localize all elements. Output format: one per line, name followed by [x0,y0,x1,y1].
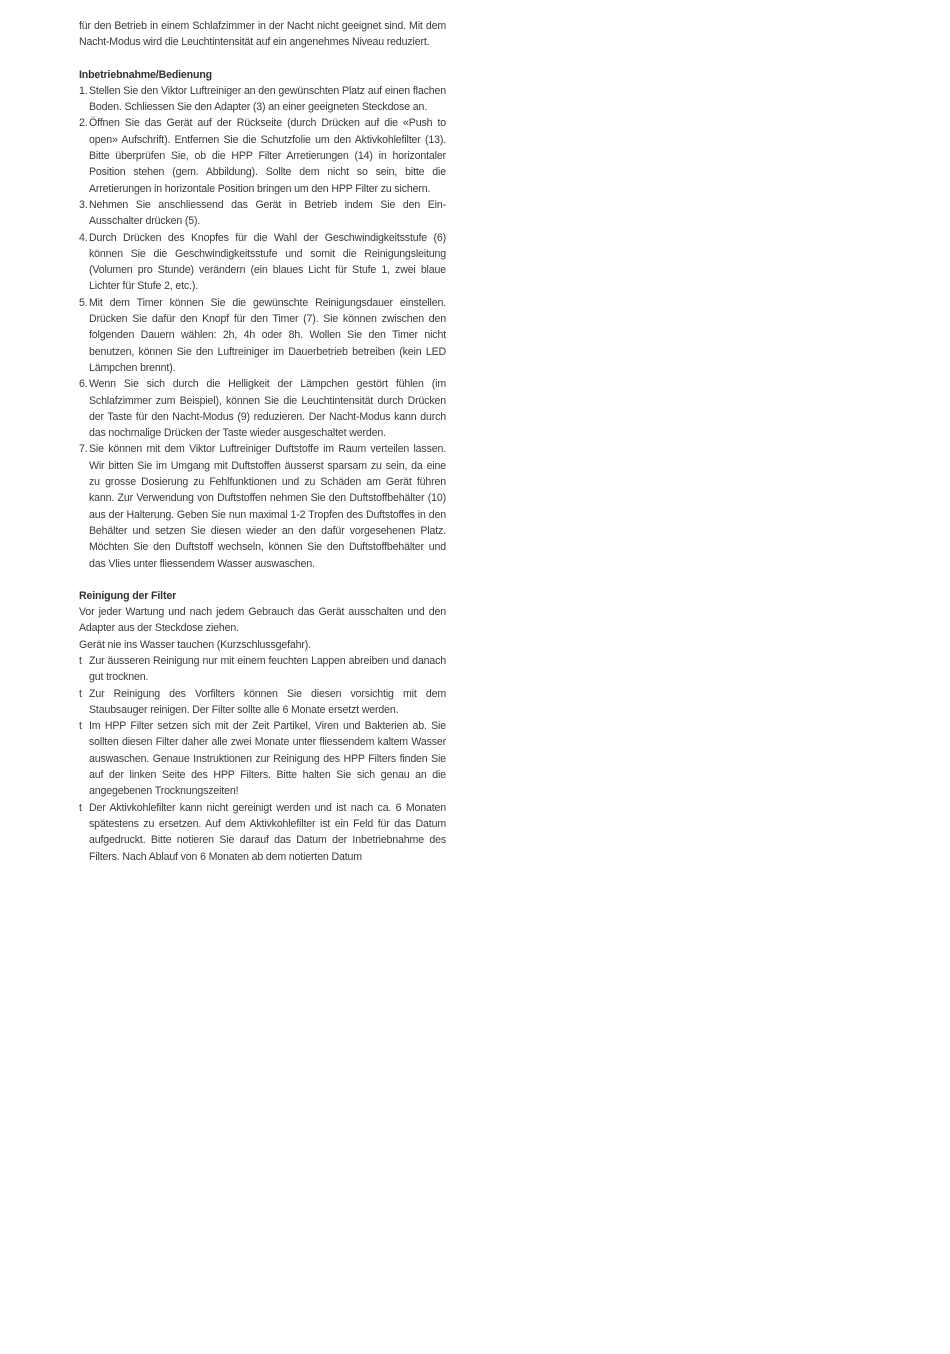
section-heading-operation: Inbetriebnahme/Bedienung [79,68,212,81]
list-item-text: Stellen Sie den Viktor Luftreiniger an den gewünschten Platz auf einen flachen Boden. Schliessen Sie den Adapter (3) an einer geeigneten Steckdose an. [89,84,446,114]
intro-paragraph: für den Betrieb in einem Schlafzimmer in der Nacht nicht geeignet sind. Mit dem Nacht-Modus wird die Leuchtintensität auf ein angenehmes Niveau reduziert. [79,20,446,49]
list-item [79,800,446,865]
list-marker: 5. [79,296,88,309]
list-marker: 1. [79,84,88,97]
operation-steps-list [79,83,446,572]
list-item-text: Mit dem Timer können Sie die gewünschte Reinigungsdauer einstellen. Drücken Sie dafür den Knopf für den Timer (7). Sie können zwischen den folgenden Dauern wählen: 2h, 4h oder 8h. Wollen Sie den Timer nicht benutzen, können Sie den Luftreiniger im Dauerbetrieb betreiben (kein LED Lämpchen brennt). [89,296,446,374]
list-marker: 6. [79,378,88,391]
list-item-text: Im HPP Filter setzen sich mit der Zeit Partikel, Viren und Bakterien ab. Sie sollten diesen Filter daher alle zwei Monate unter fliessendem kaltem Wasser auswaschen. Genaue Instruktionen zur Reinigung des HPP Filters finden Sie auf der linken Seite des HPP Filters. Bitte halten Sie sich genau an die angegebenen Trocknungszeiten! [89,720,446,798]
list-marker: 4. [79,231,88,244]
list-item [79,197,446,230]
list-marker: 2. [79,117,88,130]
filter-warning-paragraph: Gerät nie ins Wasser tauchen (Kurzschlussgefahr). [79,638,311,651]
list-item [79,441,446,571]
list-item [79,686,446,719]
list-item [79,653,446,686]
list-marker: 7. [79,443,88,456]
list-item [79,115,446,196]
bullet-marker: t [79,720,82,733]
list-item-text: Wenn Sie sich durch die Helligkeit der Lämpchen gestört fühlen (im Schlafzimmer zum Beispiel), können Sie die Leuchtintensität durch Drücken der Taste für den Nacht-Modus (9) reduzieren. Der Nacht-Modus kann durch das nochmalige Drücken der Taste wieder ausgeschaltet werden. [89,378,446,440]
bullet-marker: t [79,687,82,700]
filter-cleaning-list [79,653,446,865]
document-page [79,18,446,865]
list-item [79,376,446,441]
filter-intro-paragraph: Vor jeder Wartung und nach jedem Gebrauch das Gerät ausschalten und den Adapter aus der Steckdose ziehen. [79,606,446,635]
list-item-text: Der Aktivkohlefilter kann nicht gereinigt werden und ist nach ca. 6 Monaten spätestens zu ersetzen. Auf dem Aktivkohlefilter ist ein Feld für das Datum aufgedruckt. Bitte notieren Sie darauf das Datum der Inbetriebnahme des Filters. Nach Ablauf von 6 Monaten ab dem notierten Datum [89,801,446,863]
list-item-text: Nehmen Sie anschliessend das Gerät in Betrieb indem Sie den Ein-Ausschalter drücken (5). [89,198,446,228]
list-item [79,295,446,376]
bullet-marker: t [79,801,82,814]
bullet-marker: t [79,654,82,667]
list-item [79,230,446,295]
list-marker: 3. [79,198,88,211]
list-item-text: Sie können mit dem Viktor Luftreiniger Duftstoffe im Raum verteilen lassen. Wir bitten Sie im Umgang mit Duftstoffen äusserst sparsam zu sein, da eine zu grosse Dosierung zu Fehlfunktionen und zu Schäden am Gerät führen kann. Zur Verwendung von Duftstoffen nehmen Sie den Duftstoffbehälter (10) aus der Halterung. Geben Sie nun maximal 1-2 Tropfen des Duftstoffes in den Behälter und setzen Sie diesen wieder an den dafür vorgesehenen Platz. Möchten Sie den Duftstoff wechseln, können Sie den Duftstoffbehälter und das Vlies unter fliessendem Wasser auswaschen. [89,443,446,570]
list-item-text: Zur Reinigung des Vorfilters können Sie diesen vorsichtig mit dem Staubsauger reinigen. Der Filter sollte alle 6 Monate ersetzt werden. [89,687,446,716]
list-item-text: Zur äusseren Reinigung nur mit einem feuchten Lappen abreiben und danach gut trocknen. [89,654,446,684]
list-item-text: Öffnen Sie das Gerät auf der Rückseite (durch Drücken auf die «Push to open» Aufschrift). Entfernen Sie die Schutzfolie um den Aktivkohlefilter (13). Bitte überprüfen Sie, ob die HPP Filter Arretierungen (14) in horizontaler Position stehen (gem. Abbildung). Sollte dem nicht so sein, bitte die Arretierungen in horizontale Position bringen um den HPP Filter zu sichern. [89,117,446,195]
list-item [79,83,446,116]
list-item [79,718,446,799]
list-item-text: Durch Drücken des Knopfes für die Wahl der Geschwindigkeitsstufe (6) können Sie die Geschwindigkeitsstufe und somit die Reinigungsleitung (Volumen pro Stunde) verändern (ein blaues Licht für Stufe 1, zwei blaue Lichter für Stufe 2, etc.). [89,231,446,293]
section-heading-filter-cleaning: Reinigung der Filter [79,589,177,602]
